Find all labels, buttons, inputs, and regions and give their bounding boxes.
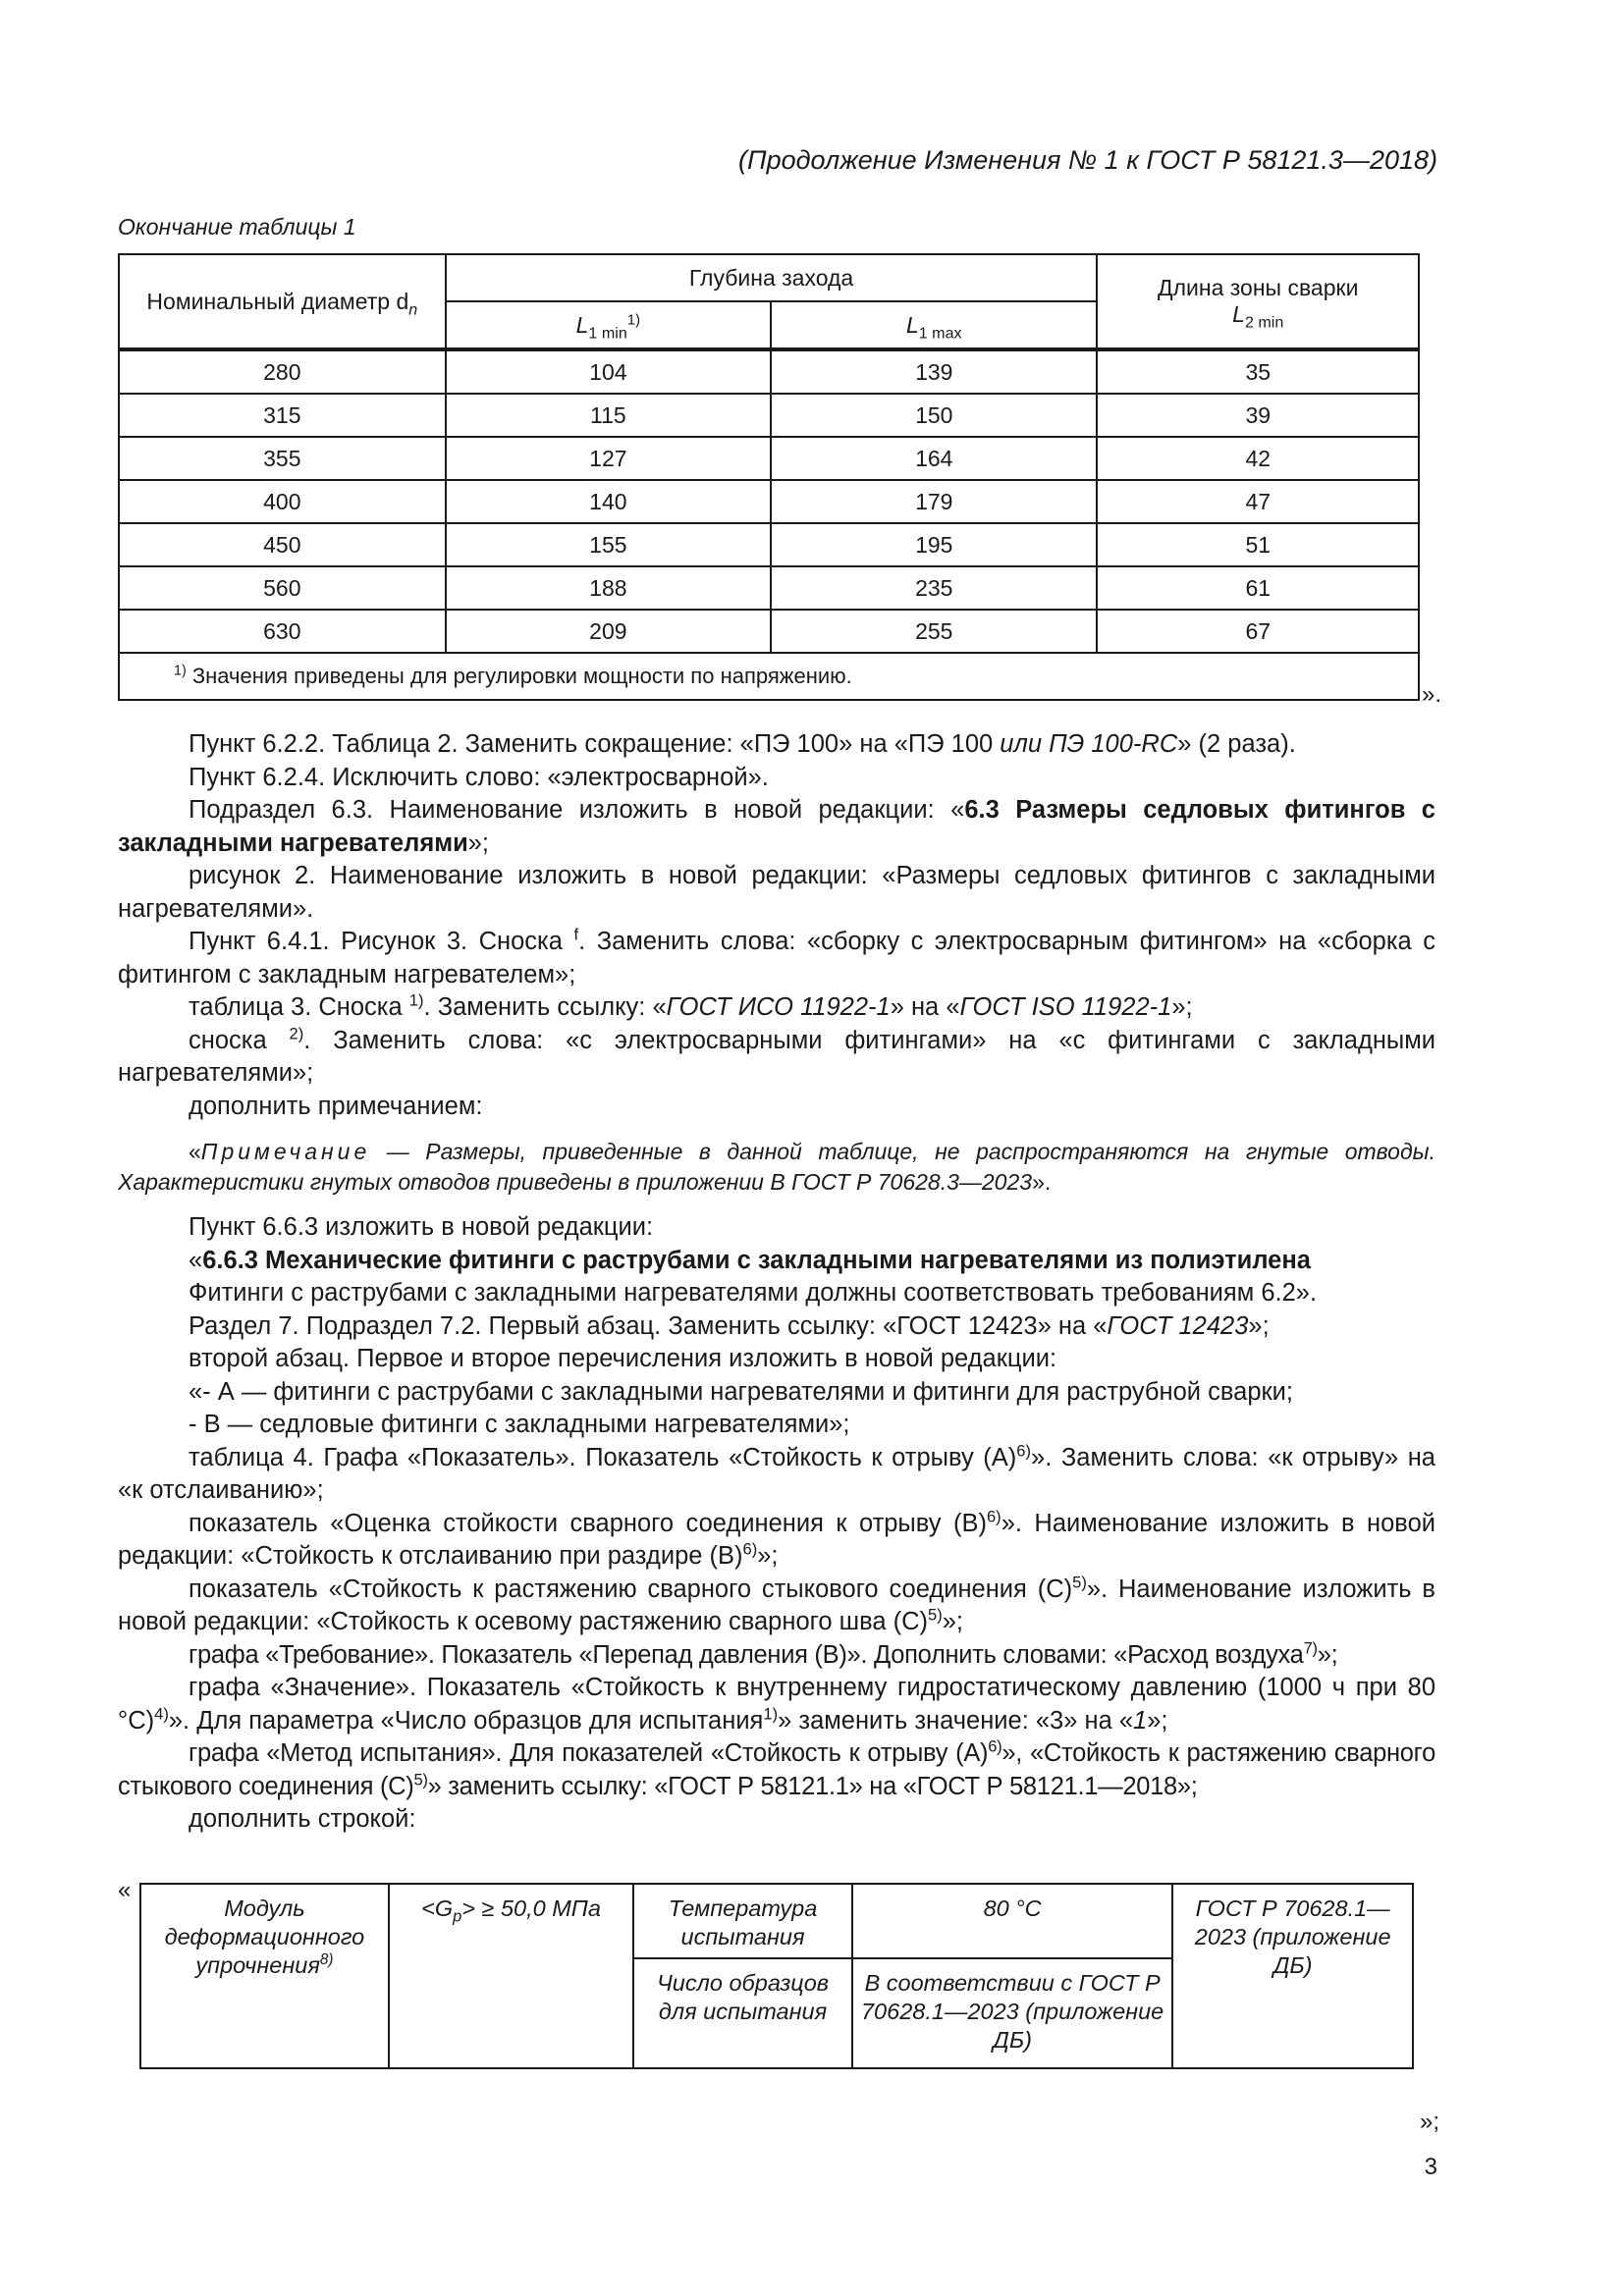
table-caption: Окончание таблицы 1 (118, 214, 356, 240)
paragraph: Пункт 6.6.3 изложить в новой редакции: (189, 1213, 654, 1241)
paragraph: показатель «Стойкость к растяжению сварного стыкового соединения $(С)^{5)}$». Наименование изложить в новой редакции: «Стойкость к осевому растяжению сварного шва $(С)^{5)}$»; (118, 1573, 1435, 1635)
table-cell: 164 (771, 437, 1097, 480)
paragraph: Пункт 6.2.4. Исключить слово: «электросварной». (189, 763, 769, 791)
table-row (119, 480, 1419, 523)
table-cell: 104 (446, 349, 771, 394)
table-2-added-row (139, 1883, 1414, 2069)
table-cell: 179 (771, 480, 1097, 523)
continuation-header: (Продолжение Изменения № 1 к ГОСТ Р 58121.3—2018) (738, 145, 1437, 175)
table-cell: 255 (771, 610, 1097, 653)
paragraph: «6.6.3 Механические фитинги с раструбами с закладными нагревателями из полиэтилена (189, 1246, 1311, 1274)
table-row (119, 610, 1419, 653)
paragraph: второй абзац. Первое и второе перечисления изложить в новой редакции: (189, 1345, 1057, 1372)
table-cell: В соответствии с ГОСТ Р 70628.1—2023 (приложение ДБ) (852, 1958, 1172, 2068)
table-cell: 115 (446, 394, 771, 437)
table-cell: 51 (1097, 523, 1419, 566)
paragraph: Подраздел 6.3. Наименование изложить в новой редакции: «6.3 Размеры седловых фитингов с закладными нагревателями»; (118, 796, 1435, 857)
table-cell: Температура испытания (633, 1884, 852, 1958)
paragraph: Фитинги с раструбами с закладными нагревателями должны соответствовать требованиям 6.2». (189, 1279, 1318, 1307)
table-cell: 47 (1097, 480, 1419, 523)
paragraph: «- А — фитинги с раструбами с закладными нагревателями и фитинги для раструбной сварки; (189, 1377, 1293, 1406)
col-header-l1min: $L_{1 min}^{1)}$ (446, 301, 771, 349)
paragraph: графа «Метод испытания». Для показателей «Стойкость к отрыву $(А)^{6)}$», «Стойкость к растяжению сварного стыкового соединения $(С)^{5)}$» заменить ссылку: «ГОСТ Р 58121.1» на «ГОСТ Р 58121.1—2018»; (118, 1736, 1435, 1800)
col-header-depth: Глубина захода (446, 254, 1098, 301)
table-cell: 400 (119, 480, 446, 523)
table-row (119, 523, 1419, 566)
page-number: 3 (1424, 2154, 1437, 2180)
amendment-text (118, 728, 1435, 1837)
table-footnote: $^{1)}$ Значения приведены для регулировки мощности по напряжению. (119, 653, 1419, 700)
paragraph: - В — седловые фитинги с закладными нагревателями»; (189, 1411, 850, 1438)
table-cell: 61 (1097, 566, 1419, 610)
paragraph: сноска $^{2)}$. Заменить слова: «с электросварными фитингами» на «с фитингами с закладными нагревателями»; (118, 1024, 1436, 1087)
table-1-close-quote: ». (1422, 681, 1442, 708)
table-footnote-row (119, 653, 1419, 700)
table-cell: 195 (771, 523, 1097, 566)
table-cell: 39 (1097, 394, 1419, 437)
table-cell: Модуль деформационного упрочнения$^{8)}$ (140, 1884, 389, 2068)
paragraph: Пункт 6.2.2. Таблица 2. Заменить сокращение: «ПЭ 100» на «ПЭ 100 или ПЭ 100-RC» (2 раза). (189, 730, 1296, 758)
paragraph: таблица 3. Сноска $^{1)}$. Заменить ссылку: «ГОСТ ИСО 11922-1» на «ГОСТ ISO 11922-1»; (189, 990, 1193, 1021)
table-cell: Число образцов для испытания (633, 1958, 852, 2068)
table-cell: 127 (446, 437, 771, 480)
table-cell: 155 (446, 523, 771, 566)
table-cell: ГОСТ Р 70628.1—2023 (приложение ДБ) (1172, 1884, 1413, 2068)
table-cell: 35 (1097, 349, 1419, 394)
note: «Примечание — Размеры, приведенные в данной таблице, не распространяются на гнутые отводы. Характеристики гнутых отводов приведены в приложении В ГОСТ Р 70628.3—2023». (118, 1139, 1435, 1195)
table-row (119, 349, 1419, 394)
table-cell: 450 (119, 523, 446, 566)
table-row (140, 1884, 1413, 1958)
table-2-close-quote: »; (1420, 2109, 1440, 2135)
table-cell: 140 (446, 480, 771, 523)
table-cell: 80 °С (852, 1884, 1172, 1958)
table-1-body (119, 349, 1419, 700)
paragraph: дополнить примечанием: (189, 1092, 483, 1120)
table-cell: 209 (446, 610, 771, 653)
paragraph: дополнить строкой: (189, 1805, 416, 1833)
table-cell: 150 (771, 394, 1097, 437)
paragraph: графа «Значение». Показатель «Стойкость к внутреннему гидростатическому давлению (1000 ч при 80 °С)$^{4)}$». Для параметра «Число образцов для испытания$^{1)}$» заменить значение: «3» на «1»; (118, 1674, 1435, 1735)
table-cell: 188 (446, 566, 771, 610)
table-1 (118, 253, 1420, 701)
paragraph: Раздел 7. Подраздел 7.2. Первый абзац. Заменить ссылку: «ГОСТ 12423» на «ГОСТ 12423»; (189, 1311, 1270, 1340)
paragraph: рисунок 2. Наименование изложить в новой редакции: «Размеры седловых фитингов с закладными нагревателями». (118, 862, 1435, 923)
table-cell: 235 (771, 566, 1097, 610)
table-cell: 67 (1097, 610, 1419, 653)
col-header-l1max: $L_{1 max}$ (771, 301, 1097, 349)
table-cell: 630 (119, 610, 446, 653)
col-header-nominal: Номинальный диаметр $d_n$ (119, 254, 446, 349)
table-cell: 280 (119, 349, 446, 394)
table-cell: 560 (119, 566, 446, 610)
table-2-open-quote: « (118, 1877, 132, 1903)
table-row (119, 437, 1419, 480)
table-row (119, 394, 1419, 437)
table-cell: 139 (771, 349, 1097, 394)
table-row (119, 566, 1419, 610)
table-cell: 42 (1097, 437, 1419, 480)
paragraph: таблица 4. Графа «Показатель». Показатель «Стойкость к отрыву $(А)^{6)}$». Заменить слова: «к отрыву» на «к отслаиванию»; (118, 1441, 1435, 1504)
paragraph: показатель «Оценка стойкости сварного соединения к отрыву $(В)^{6)}$». Наименование изложить в новой редакции: «Стойкость к отслаиванию при раздире $(В)^{6)}$»; (118, 1507, 1435, 1570)
table-cell: 355 (119, 437, 446, 480)
paragraph: Пункт 6.4.1. Рисунок 3. Сноска $^f$. Заменить слова: «сборку с электросварным фитингом» на «сборка с фитингом с закладным нагревателем»; (118, 925, 1435, 988)
col-header-weld: Длина зоны сварки $L_{2 min}$ (1097, 254, 1419, 349)
table-cell: 315 (119, 394, 446, 437)
table-cell: $<G_p> \ge 50,0$ МПа (389, 1884, 633, 2068)
paragraph: графа «Требование». Показатель «Перепад давления (В)». Дополнить словами: «Расход воздуха$^{7)}$»; (189, 1638, 1338, 1669)
